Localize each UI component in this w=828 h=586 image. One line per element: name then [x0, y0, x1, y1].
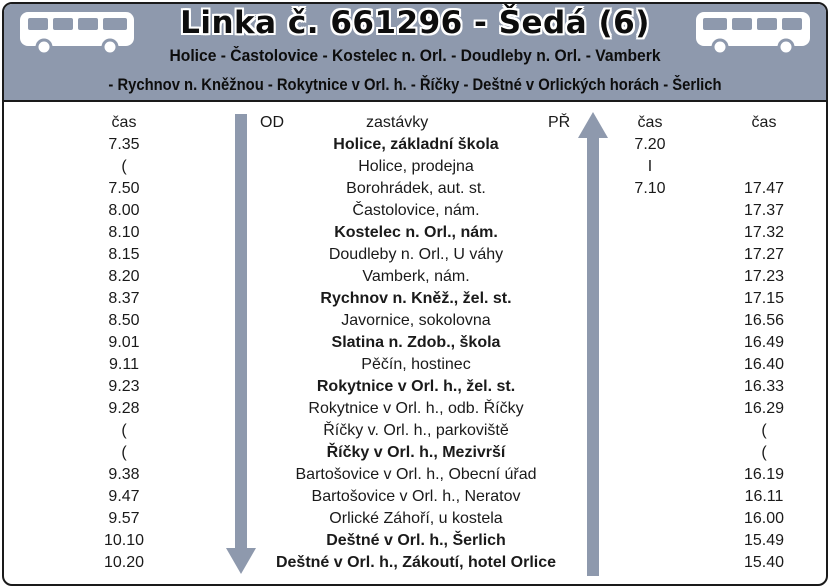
pr-time-2: 16.19	[743, 466, 785, 483]
table-row	[4, 422, 826, 444]
stop-name: Pěčín, hostinec	[361, 356, 471, 373]
od-time: 7.35	[108, 136, 140, 153]
stop-name: Častolovice, nám.	[352, 202, 480, 219]
od-time: (	[121, 444, 127, 461]
table-row	[4, 224, 826, 246]
od-time: (	[121, 422, 127, 439]
od-time: 8.15	[108, 246, 140, 263]
od-time: 8.50	[108, 312, 140, 329]
stop-name: Holice, prodejna	[358, 158, 474, 175]
stop-name: Holice, základní škola	[333, 136, 499, 153]
table-row	[4, 246, 826, 268]
table-row	[4, 180, 826, 202]
pr-time-2: 17.32	[743, 224, 785, 241]
stop-name: Deštné v Orl. h., Zákoutí, hotel Orlice	[275, 554, 557, 571]
pr-time-2: 17.27	[743, 246, 785, 263]
table-row	[4, 378, 826, 400]
pr-time-2: 16.40	[743, 356, 785, 373]
od-time: 9.38	[108, 466, 140, 483]
pr-time-2: 15.40	[743, 554, 785, 571]
stop-name: Rokytnice v Orl. h., odb. Říčky	[308, 400, 524, 417]
table-row	[4, 158, 826, 180]
table-row	[4, 400, 826, 422]
pr-time-2: 17.23	[743, 268, 785, 285]
stops-header: zastávky	[366, 114, 429, 131]
column-headers	[4, 114, 826, 136]
pr-time-2: (	[761, 422, 767, 439]
stop-name: Bartošovice v Orl. h., Obecní úřad	[295, 466, 537, 483]
pr-time-2: (	[761, 444, 767, 461]
stop-name: Říčky v Orl. h., Mezivrší	[326, 444, 506, 461]
table-row	[4, 510, 826, 532]
pr-time-2: 16.33	[743, 378, 785, 395]
pr-time-1: 7.20	[634, 136, 666, 153]
pr-time-2: 16.56	[743, 312, 785, 329]
pr-time-2: 16.11	[744, 488, 784, 505]
table-row	[4, 268, 826, 290]
od-time: 8.00	[108, 202, 140, 219]
table-row	[4, 334, 826, 356]
table-row	[4, 202, 826, 224]
stop-name: Javornice, sokolovna	[341, 312, 491, 329]
table-row	[4, 312, 826, 334]
od-time: 9.11	[109, 356, 139, 373]
pr-time-1: 7.10	[634, 180, 666, 197]
od-time: 9.28	[108, 400, 140, 417]
od-time: 10.20	[103, 554, 145, 571]
stop-name: Bartošovice v Orl. h., Neratov	[311, 488, 521, 505]
stop-name: Rychnov n. Kněž., žel. st.	[320, 290, 512, 307]
od-time: 8.20	[108, 268, 140, 285]
pr-time-2: 16.49	[743, 334, 785, 351]
pr-time-2: 17.37	[743, 202, 785, 219]
pr-time-2: 17.47	[743, 180, 785, 197]
timetable-card	[2, 2, 828, 586]
od-time: (	[121, 158, 127, 175]
pr-time-2: 16.29	[743, 400, 785, 417]
timetable-header	[4, 4, 826, 102]
pr-time-2: 16.00	[743, 510, 785, 527]
od-time: 9.57	[108, 510, 140, 527]
route-line-1: Holice - Častolovice - Kostelec n. Orl. - Doudleby n. Orl. - Vamberk	[169, 46, 661, 65]
pr-time-1: I	[647, 158, 653, 175]
stop-name: Borohrádek, aut. st.	[346, 180, 486, 197]
stop-name: Slatina n. Zdob., škola	[331, 334, 501, 351]
stop-name: Kostelec n. Orl., nám.	[334, 224, 498, 241]
route-line-2: - Rychnov n. Kněžnou - Rokytnice v Orl. h. - Říčky - Deštné v Orlických horách - Šerlich	[108, 75, 722, 94]
od-time: 7.50	[108, 180, 140, 197]
table-row	[4, 356, 826, 378]
table-row	[4, 444, 826, 466]
od-time: 9.01	[108, 334, 140, 351]
od-time: 8.10	[108, 224, 140, 241]
pr-time-2: 15.49	[743, 532, 785, 549]
od-header: OD	[260, 114, 284, 131]
stop-name: Říčky v. Orl. h., parkoviště	[323, 422, 509, 439]
od-time: 9.23	[108, 378, 140, 395]
pr-time-2: 17.15	[743, 290, 785, 307]
table-row	[4, 532, 826, 554]
pr-time-header-2: čas	[751, 114, 777, 131]
table-row	[4, 290, 826, 312]
table-row	[4, 488, 826, 510]
od-time-header: čas	[111, 114, 137, 131]
stop-name: Orlické Záhoří, u kostela	[329, 510, 503, 527]
table-row	[4, 136, 826, 158]
od-time: 10.10	[103, 532, 145, 549]
line-title: Linka č. 661296 - Šedá (6)	[180, 5, 650, 41]
od-time: 9.47	[108, 488, 140, 505]
table-row	[4, 554, 826, 576]
pr-header: PŘ	[548, 114, 571, 131]
od-time: 8.37	[108, 290, 140, 307]
stop-name: Rokytnice v Orl. h., žel. st.	[316, 378, 516, 395]
pr-time-header: čas	[637, 114, 663, 131]
stop-name: Doudleby n. Orl., U váhy	[328, 246, 504, 263]
stop-name: Deštné v Orl. h., Šerlich	[326, 532, 506, 549]
table-row	[4, 466, 826, 488]
stop-name: Vamberk, nám.	[362, 268, 470, 285]
